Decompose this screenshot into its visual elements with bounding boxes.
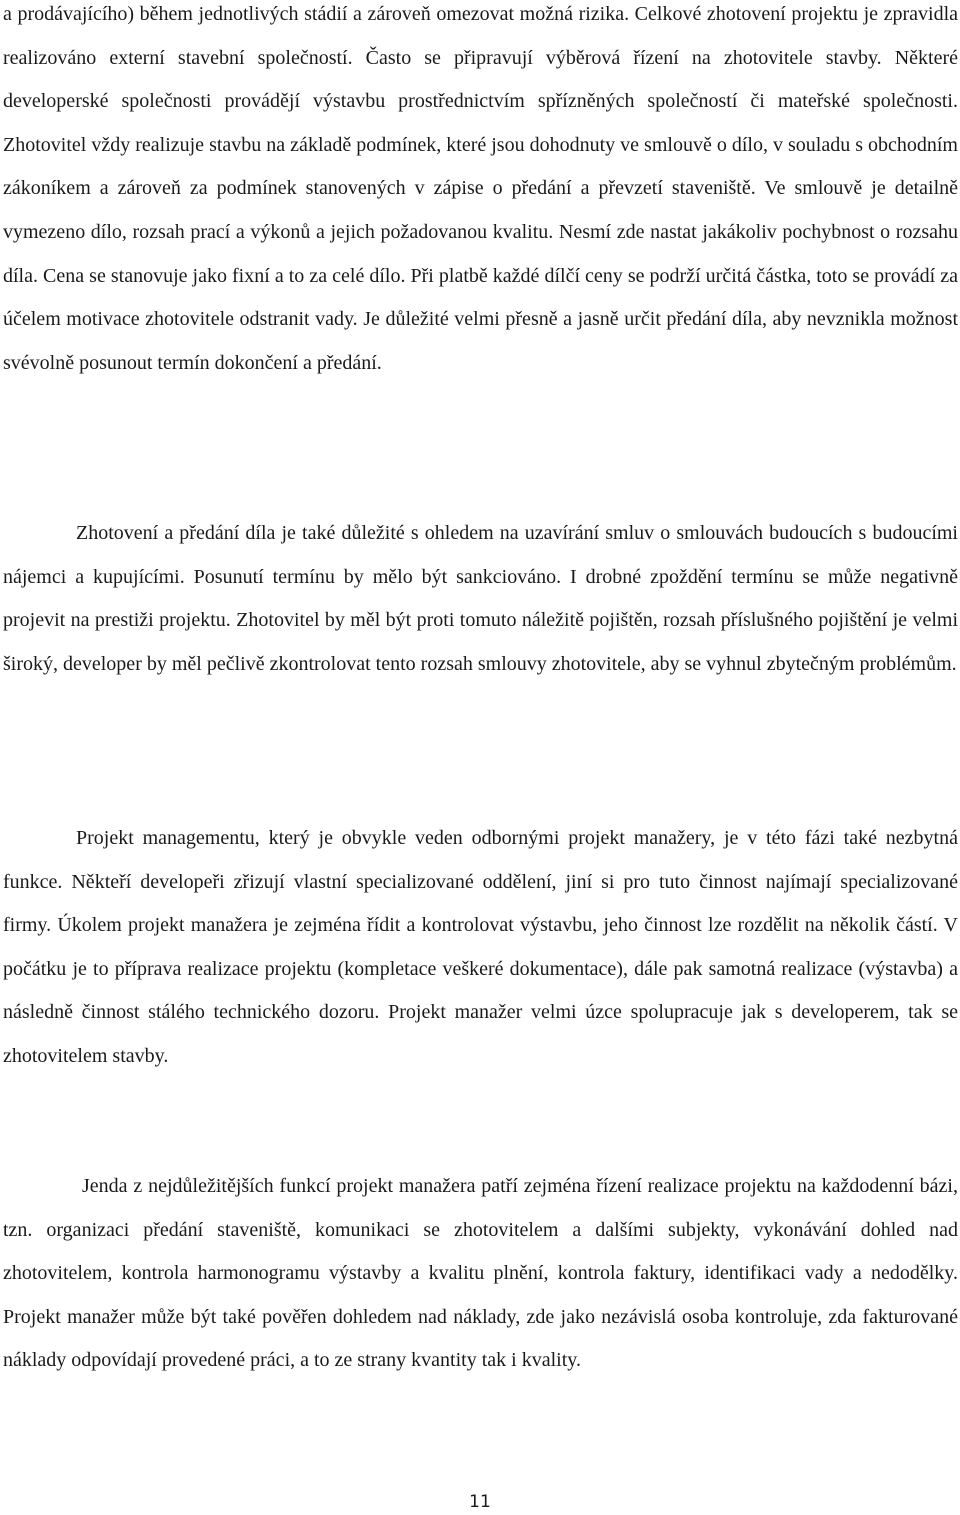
- paragraph-3: Projekt managementu, který je obvykle veden odbornými projekt manažery, je v této fázi také nezbytná funkce. Někteří developeři zřizují vlastní specializované oddělení, jiní si pro tuto činnost najímají specializované firmy. Úkolem projekt manažera je zejména řídit a kontrolovat výstavbu, jeho činnost lze rozdělit na několik částí. V počátku je to příprava realizace projektu (kompletace veškeré dokumentace), dále pak samotná realizace (výstavba) a následně činnost stálého technického dozoru. Projekt manažer velmi úzce spolupracuje jak s developerem, tak se zhotovitelem stavby.: [3, 827, 958, 1067]
- paragraph-1: a prodávajícího) během jednotlivých stádií a zároveň omezovat možná rizika. Celkové zhotovení projektu je zpravidla realizováno externí stavební společností. Často se připravují výběrová řízení na zhotovitele stavby. Některé developerské společnosti provádějí výstavbu prostřednictvím spřízněných společností či mateřské společnosti. Zhotovitel vždy realizuje stavbu na základě podmínek, které jsou dohodnuty ve smlouvě o dílo, v souladu s obchodním zákoníkem a zároveň za podmínek stanovených v zápise o předání a převzetí staveniště. Ve smlouvě je detailně vymezeno dílo, rozsah prací a výkonů a jejich požadovanou kvalitu. Nesmí zde nastat jakákoliv pochybnost o rozsahu díla. Cena se stanovuje jako fixní a to za celé dílo. Při platbě každé dílčí ceny se podrží určitá částka, toto se provádí za účelem motivace zhotovitele odstranit vady. Je důležité velmi přesně a jasně určit předání díla, aby nevznikla možnost svévolně posunout termín dokončení a předání.: [3, 3, 958, 374]
- paragraph-4: Jenda z nejdůležitějších funkcí projekt manažera patří zejména řízení realizace projektu na každodenní bázi, tzn. organizaci předání staveniště, komunikaci se zhotovitelem a dalšími subjekty, vykonávání dohled nad zhotovitelem, kontrola harmonogramu výstavby a kvalitu plnění, kontrola faktury, identifikaci vady a nedodělky. Projekt manažer může být také pověřen dohledem nad náklady, zde jako nezávislá osoba kontroluje, zda fakturované náklady odpovídají provedené práci, a to ze strany kvantity tak i kvality.: [3, 1175, 958, 1372]
- paragraph-2: Zhotovení a předání díla je také důležité s ohledem na uzavírání smluv o smlouvách budoucích s budoucími nájemci a kupujícími. Posunutí termínu by mělo být sankciováno. I drobné zpoždění termínu se může negativně projevit na prestiži projektu. Zhotovitel by měl být proti tomuto náležitě pojištěn, rozsah příslušného pojištění je velmi široký, developer by měl pečlivě zkontrolovat tento rozsah smlouvy zhotovitele, aby se vyhnul zbytečným problémům.: [3, 522, 958, 675]
- page-number: 11: [469, 1492, 491, 1512]
